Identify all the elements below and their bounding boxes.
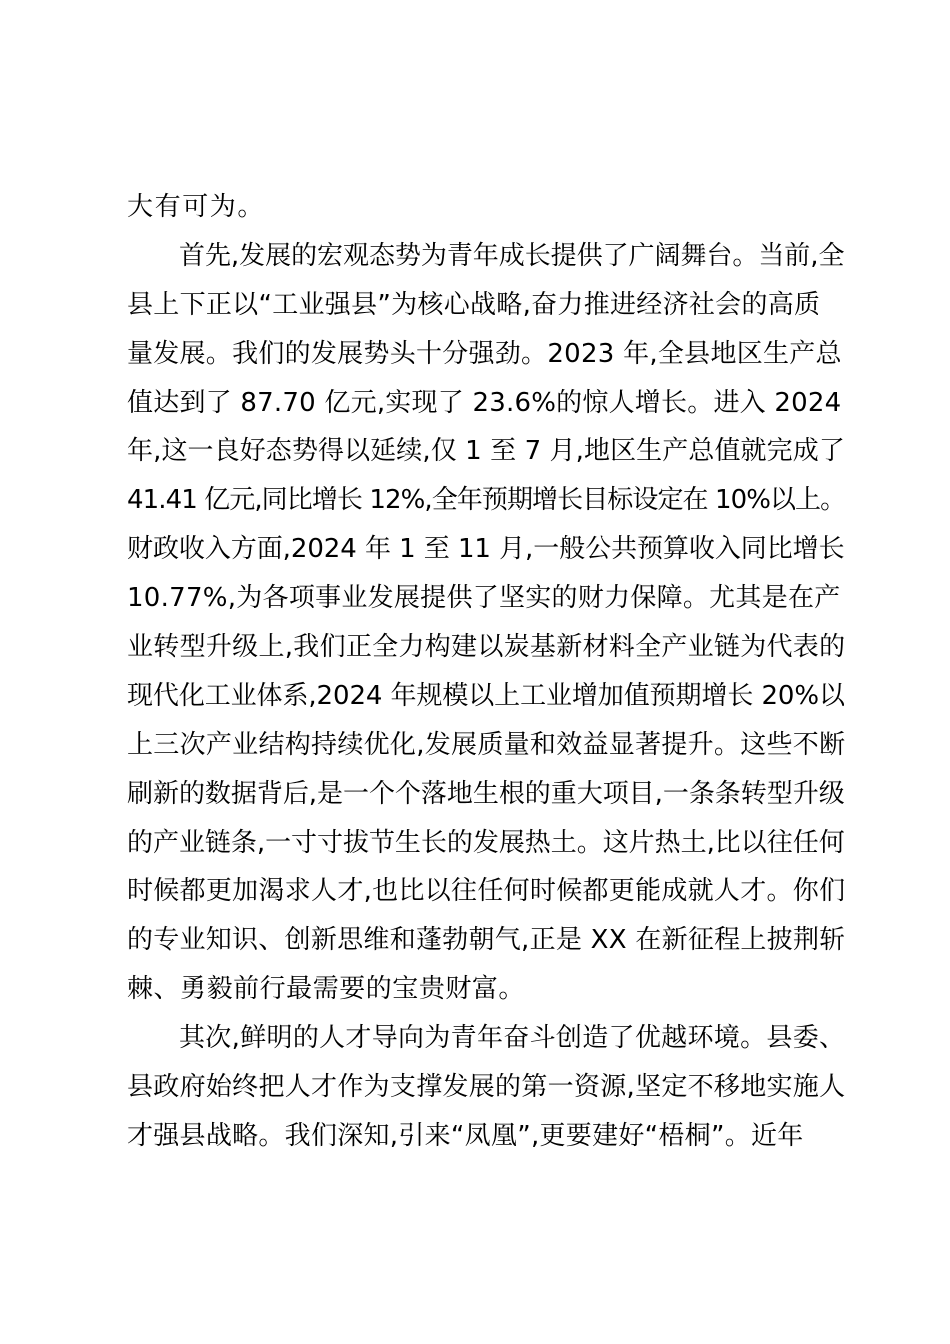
text-line: 上三次产业结构持续优化,发展质量和效益显著提升。这些不断 [127,729,846,760]
text-line: 财政收入方面,2024 年 1 至 11 月,一般公共预算收入同比增长 [127,534,845,565]
text-line: 其次,鲜明的人才导向为青年奋斗创造了优越环境。县委、 [179,1023,846,1054]
text-line: 量发展。我们的发展势头十分强劲。2023 年,全县地区生产总 [127,338,842,369]
text-line: 才强县战略。我们深知,引来“凤凰”,更要建好“梧桐”。近年 [127,1120,804,1151]
text-line: 的产业链条,一寸寸拔节生长的发展热土。这片热土,比以往任何 [127,827,845,858]
text-line: 首先,发展的宏观态势为青年成长提供了广阔舞台。当前,全 [179,240,845,271]
text-line: 县上下正以“工业强县”为核心战略,奋力推进经济社会的高质 [127,289,821,320]
text-line: 大有可为。 [127,192,266,222]
text-line: 业转型升级上,我们正全力构建以炭基新材料全产业链为代表的 [127,632,846,663]
text-line: 棘、勇毅前行最需要的宝贵财富。 [127,974,525,1005]
text-line: 41.41 亿元,同比增长 12%,全年预期增长目标设定在 10%以上。 [127,485,846,516]
text-line: 的专业知识、创新思维和蓬勃朝气,正是 XX 在新征程上披荆斩 [127,925,846,956]
text-line: 10.77%,为各项事业发展提供了坚实的财力保障。尤其是在产 [127,583,841,614]
text-line: 现代化工业体系,2024 年规模以上工业增加值预期增长 20%以 [127,680,845,711]
text-line: 县政府始终把人才作为支撑发展的第一资源,坚定不移地实施人 [127,1072,846,1103]
text-line: 刷新的数据背后,是一个个落地生根的重大项目,一条条转型升级 [127,778,845,809]
text-line: 值达到了 87.70 亿元,实现了 23.6%的惊人增长。进入 2024 [127,387,842,418]
text-line: 年,这一良好态势得以延续,仅 1 至 7 月,地区生产总值就完成了 [127,436,845,467]
body-text [127,183,846,1161]
text-line: 时候都更加渴求人才,也比以往任何时候都更能成就人才。你们 [127,876,846,907]
